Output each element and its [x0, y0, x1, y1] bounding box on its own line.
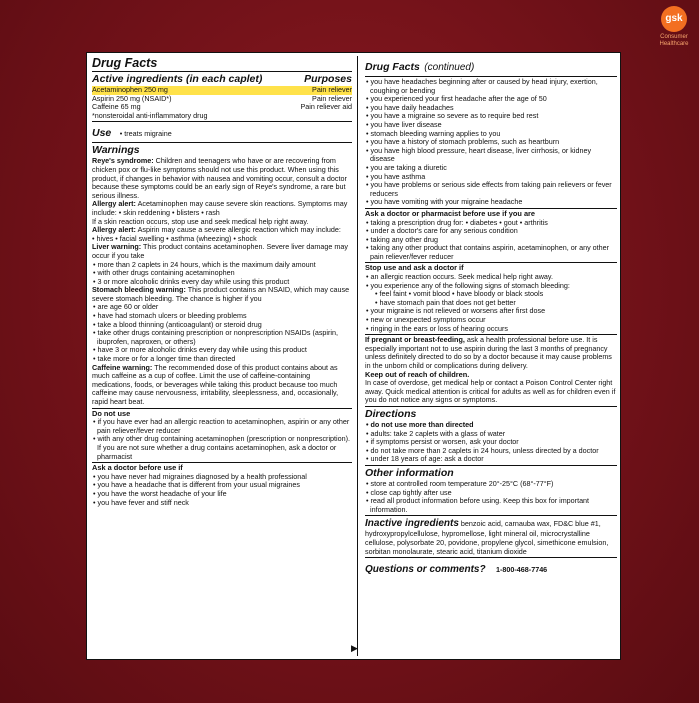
keep-out-of-reach: Keep out of reach of children. [365, 369, 470, 379]
list-item: • are age 60 or older [93, 302, 159, 312]
list-item: • if you have ever had an allergic reaction to acetaminophen, aspirin or any other pain reliever/fever reducer [93, 417, 350, 435]
list-item: • read all product information before using. Keep this box for important information. [366, 496, 590, 514]
list-item: • have stomach pain that does not get better [375, 297, 516, 307]
stop-use-header: Stop use and ask a doctor if [365, 263, 464, 273]
reye-text: Children and teenagers who have or are recovering from chicken pox or flu-like symptoms should not use this product. When using this product, if changes in behavior with nausea and vomiting occur, consult a doctor because these symptoms could be an early sign of Reye's syndrome, a rare but serious illness. [92, 156, 347, 200]
list-item: • have had stomach ulcers or bleeding problems [93, 311, 247, 321]
list-item: • take other drugs containing prescription or nonprescription NSAIDs (aspirin, ibuprofen, naproxen, or others) [93, 328, 339, 346]
list-item: • have 3 or more alcoholic drinks every day while using this product [93, 345, 307, 355]
allergy1-after: If a skin reaction occurs, stop use and seek medical help right away. [92, 216, 309, 226]
bleed-text: This product contains an NSAID, which may cause severe stomach bleeding. The chance is higher if you [92, 285, 350, 303]
list-item: • if symptoms persist or worsen, ask your doctor [366, 437, 519, 447]
nsaid-note: *nonsteroidal anti-inflammatory drug [92, 110, 208, 120]
list-item: • close cap tightly after use [366, 487, 452, 497]
left-column [92, 57, 352, 655]
drug-facts-cont-title: Drug Facts [365, 61, 420, 73]
list-item: • new or unexpected symptoms occur [366, 315, 486, 325]
allergy1-label: Allergy alert: [92, 199, 136, 209]
use-text: • treats migraine [119, 129, 172, 139]
warnings-header: Warnings [92, 144, 140, 157]
continued-label: (continued) [424, 62, 475, 73]
list-item: • you have problems or serious side effects from taking pain relievers or fever reducers [366, 180, 612, 198]
list-item: • taking any other product that contains aspirin, acetaminophen, or any other pain reliever/fever reducer [366, 243, 610, 261]
ask-pharmacist-header: Ask a doctor or pharmacist before use if you are [365, 208, 536, 218]
right-column [365, 57, 617, 655]
list-item: • taking any other drug [366, 234, 439, 244]
use-header: Use [92, 127, 112, 140]
list-item: • you have a history of stomach problems, such as heartburn [366, 137, 560, 147]
gsk-logo [652, 6, 696, 48]
caffeine-text: The recommended dose of this product contains about as much caffeine as a cup of coffee. Limit the use of caffeine-containing medications, foods, or beverages while taking this product because too much caffeine may cause nervousness, irritability, sleeplessness, and, occasionally, rapid heart beat. [92, 362, 339, 406]
logo-line1: Consumer [660, 34, 688, 40]
bleed-label: Stomach bleeding warning: [92, 285, 186, 295]
drug-facts-panel [86, 52, 621, 660]
allergy-alert-1 [92, 200, 352, 217]
ingredient-name: Caffeine 65 mg [92, 102, 141, 112]
column-divider [357, 56, 358, 656]
list-item: • you experience any of the following signs of stomach bleeding: [366, 280, 570, 290]
ingredient-purpose: Pain reliever aid [300, 102, 352, 112]
list-item: • taking a prescription drug for: • diabetes • gout • arthritis [366, 217, 548, 227]
list-item: • you have the worst headache of your life [93, 488, 227, 498]
purposes-header: Purposes [304, 73, 352, 85]
caffeine-warning [92, 364, 352, 407]
list-item: • you have liver disease [366, 119, 442, 129]
ingredient-name: Acetaminophen 250 mg [92, 85, 168, 94]
list-item: • your migraine is not relieved or worsens after first dose [366, 306, 546, 316]
overdose-text: In case of overdose, get medical help or contact a Poison Control Center right away. Quick medical attention is critical for adults as well as for children even if you do not notice any signs or symptoms. [365, 378, 616, 405]
list-item: • feel faint • vomit blood • have bloody or black stools [375, 289, 544, 299]
inactive-text: benzoic acid, carnauba wax, FD&C blue #1, hydroxypropylcellulose, hypromellose, light mineral oil, microcrystalline cellulose, polysorbate 20, povidone, propylene glycol, simethicone emulsion, sorbitan monolaurate, stearic acid, titanium dioxide [365, 519, 609, 556]
questions-header: Questions or comments? [365, 564, 486, 576]
preg-text: ask a health professional before use. It is especially important not to use aspirin during the last 3 months of pregnancy unless definitely directed to do so by a doctor because it may cause problems in the unborn child or complications during delivery. [365, 335, 612, 370]
preg-label: If pregnant or breast-feeding, [365, 335, 465, 345]
gsk-logo-mark: gsk [661, 6, 687, 32]
other-information-header: Other information [365, 466, 454, 479]
pregnancy-warning [365, 336, 617, 370]
drug-facts-title: Drug Facts [92, 56, 158, 70]
allergy2-list: • hives • facial swelling • asthma (wheezing) • shock [92, 233, 257, 243]
list-item: • under 18 years of age: ask a doctor [366, 454, 484, 464]
list-item: • you have a headache that is different from your usual migraines [93, 480, 300, 490]
list-item: • you have a migraine so severe as to require bed rest [366, 111, 539, 121]
liver-text: This product contains acetaminophen. Severe liver damage may occur if you take [92, 242, 348, 260]
list-item: • you have asthma [366, 171, 426, 181]
continue-arrow-icon: ▶ [351, 643, 358, 653]
ingredient-purpose: Pain reliever [312, 85, 352, 94]
list-item: • you have headaches beginning after or caused by head injury, exertion, coughing or bending [366, 77, 598, 95]
reye-label: Reye's syndrome: [92, 156, 154, 166]
list-item: • more than 2 caplets in 24 hours, which is the maximum daily amount [93, 259, 316, 269]
list-item: • do not use more than directed [366, 419, 474, 429]
bleeding-warning [92, 286, 352, 303]
allergy2-text: Aspirin may cause a severe allergic reaction which may include: [137, 225, 341, 235]
allergy1-text: Acetaminophen may cause severe skin reactions. Symptoms may include: • skin reddening • blisters • rash [92, 199, 348, 217]
active-ingredients-header: Active ingredients (in each caplet) [92, 73, 263, 85]
ask-doctor-header: Ask a doctor before use if [92, 463, 183, 473]
phone-number: 1-800-468-7746 [496, 565, 548, 575]
list-item: • store at controlled room temperature 20°-25°C (68°-77°F) [366, 478, 554, 488]
list-item: • with any other drug containing acetaminophen (prescription or nonprescription). If you are not sure whether a drug contains acetaminophen, ask a doctor or pharmacist [93, 434, 351, 461]
list-item: • with other drugs containing acetaminophen [93, 268, 235, 278]
list-item: • take more or for a longer time than directed [93, 354, 236, 364]
reye-warning [92, 157, 352, 200]
list-item: • under a doctor's care for any serious condition [366, 226, 518, 236]
list-item: • stomach bleeding warning applies to you [366, 128, 501, 138]
list-item: • ringing in the ears or loss of hearing occurs [366, 323, 508, 333]
list-item: • you are taking a diuretic [366, 162, 447, 172]
ingredient-name: Aspirin 250 mg (NSAID*) [92, 93, 172, 103]
logo-line2: Healthcare [659, 41, 689, 47]
allergy2-label: Allergy alert: [92, 225, 136, 235]
list-item: • you have never had migraines diagnosed by a health professional [93, 471, 307, 481]
list-item: • take a blood thinning (anticoagulant) or steroid drug [93, 319, 262, 329]
list-item: • you have fever and stiff neck [93, 497, 189, 507]
ingredient-purpose: Pain reliever [312, 93, 352, 103]
list-item: • you have vomiting with your migraine headache [366, 197, 523, 207]
list-item: • you have high blood pressure, heart disease, liver cirrhosis, or kidney disease [366, 145, 592, 164]
inactive-header: Inactive ingredients [365, 518, 459, 530]
list-item: • do not take more than 2 caplets in 24 hours, unless directed by a doctor [366, 445, 599, 455]
list-item: • you have daily headaches [366, 102, 454, 112]
list-item: • adults: take 2 caplets with a glass of water [366, 428, 506, 438]
directions-header: Directions [365, 407, 417, 420]
list-item: • 3 or more alcoholic drinks every day while using this product [93, 276, 290, 286]
list-item: • you experienced your first headache after the age of 50 [366, 94, 547, 104]
inactive-ingredients [365, 517, 617, 556]
list-item: • an allergic reaction occurs. Seek medical help right away. [366, 272, 553, 282]
do-not-use-header: Do not use [92, 408, 131, 418]
caffeine-label: Caffeine warning: [92, 362, 153, 372]
liver-warning [92, 243, 352, 260]
liver-label: Liver warning: [92, 242, 142, 252]
